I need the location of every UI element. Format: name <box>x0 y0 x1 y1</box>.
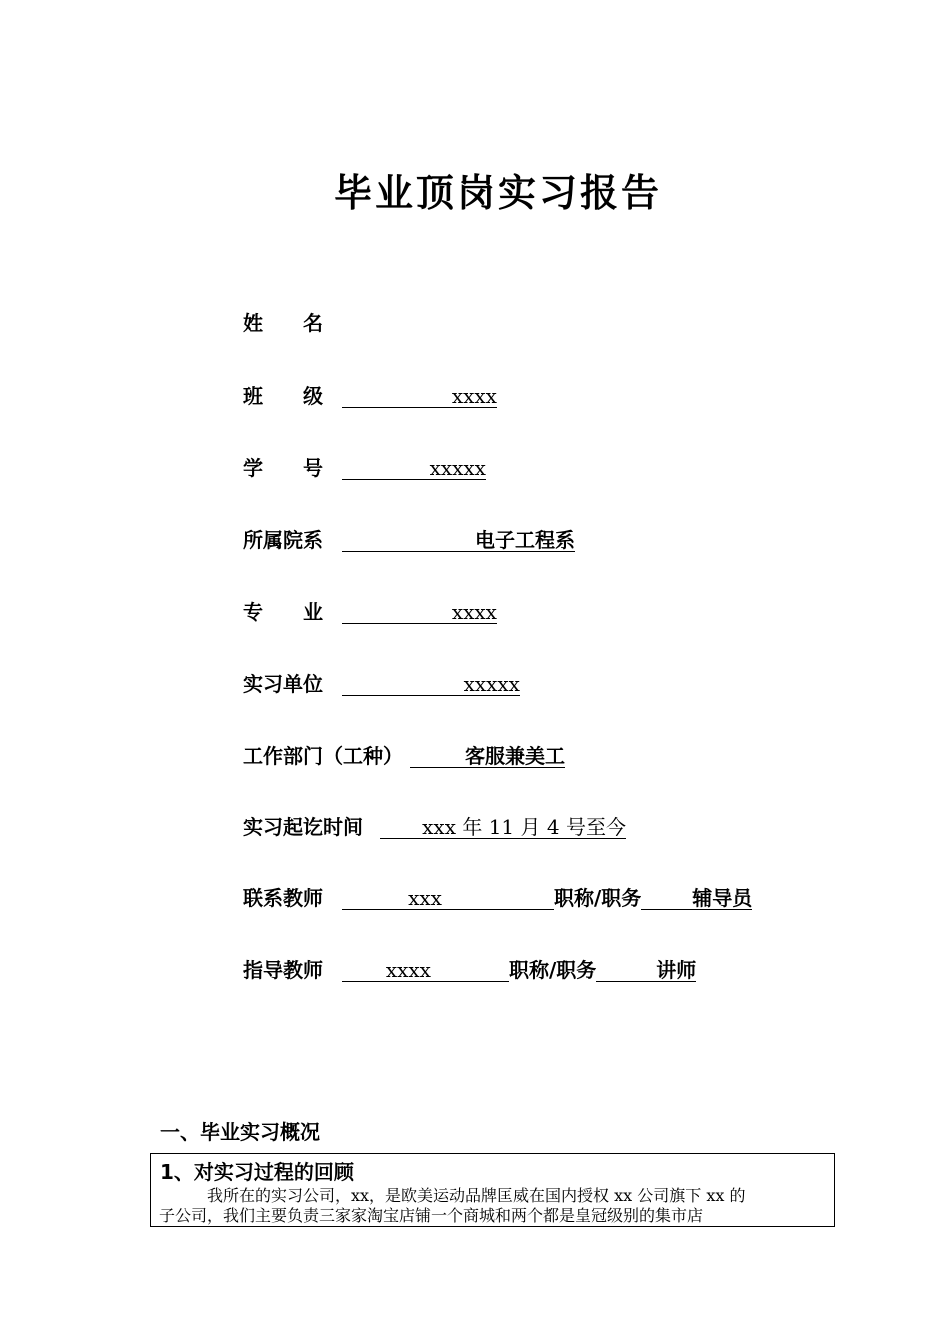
field-period-value: xxx 年 11 月 4 号至今 <box>380 816 626 839</box>
field-work-dept <box>243 741 565 771</box>
field-period <box>243 812 626 842</box>
field-contact-teacher-line <box>342 887 554 910</box>
field-period-label: 实习起讫时间 <box>243 815 363 839</box>
field-work-dept-label: 工作部门（工种） <box>243 744 403 768</box>
field-company <box>243 669 520 699</box>
field-contact-teacher-title-label: 职称/职务 <box>553 886 642 910</box>
field-name-label: 姓 名 <box>243 311 323 335</box>
field-company-value: xxxxx <box>342 673 520 696</box>
field-name <box>243 308 323 338</box>
field-guide-teacher-line <box>342 959 509 982</box>
field-guide-teacher-label: 指导教师 <box>243 958 323 982</box>
field-work-dept-value: 客服兼美工 <box>410 745 565 768</box>
field-contact-teacher-value: xxx <box>408 886 442 910</box>
review-box-title: 1、对实习过程的回顾 <box>160 1160 354 1184</box>
review-text-line-2: 子公司，我们主要负责三家家淘宝店铺一个商城和两个都是皇冠级别的集市店 <box>159 1206 704 1225</box>
field-department-value: 电子工程系 <box>342 529 575 552</box>
field-contact-teacher <box>243 883 752 913</box>
report-title: 毕业顶岗实习报告 <box>333 171 662 215</box>
field-guide-teacher <box>243 955 696 985</box>
field-class <box>243 381 497 411</box>
review-box <box>150 1153 835 1227</box>
field-contact-teacher-title-value: 辅导员 <box>641 887 752 910</box>
field-student-id-value: xxxxx <box>342 457 486 480</box>
field-contact-teacher-label: 联系教师 <box>243 886 323 910</box>
section-heading: 一、毕业实习概况 <box>160 1120 320 1144</box>
field-major <box>243 597 497 627</box>
field-company-label: 实习单位 <box>243 672 323 696</box>
field-class-value: xxxx <box>342 385 497 408</box>
field-department-label: 所属院系 <box>243 528 323 552</box>
field-major-label: 专 业 <box>243 600 323 624</box>
field-guide-teacher-title-label: 职称/职务 <box>508 958 597 982</box>
review-text-line-1: 我所在的实习公司，xx，是欧美运动品牌匡威在国内授权 xx 公司旗下 xx 的 <box>207 1186 746 1205</box>
field-student-id-label: 学 号 <box>243 456 323 480</box>
field-guide-teacher-title-value: 讲师 <box>596 959 696 982</box>
field-student-id <box>243 453 486 483</box>
field-major-value: xxxx <box>342 601 497 624</box>
field-class-label: 班 级 <box>243 384 323 408</box>
field-department <box>243 525 575 555</box>
field-guide-teacher-value: xxxx <box>385 958 431 982</box>
